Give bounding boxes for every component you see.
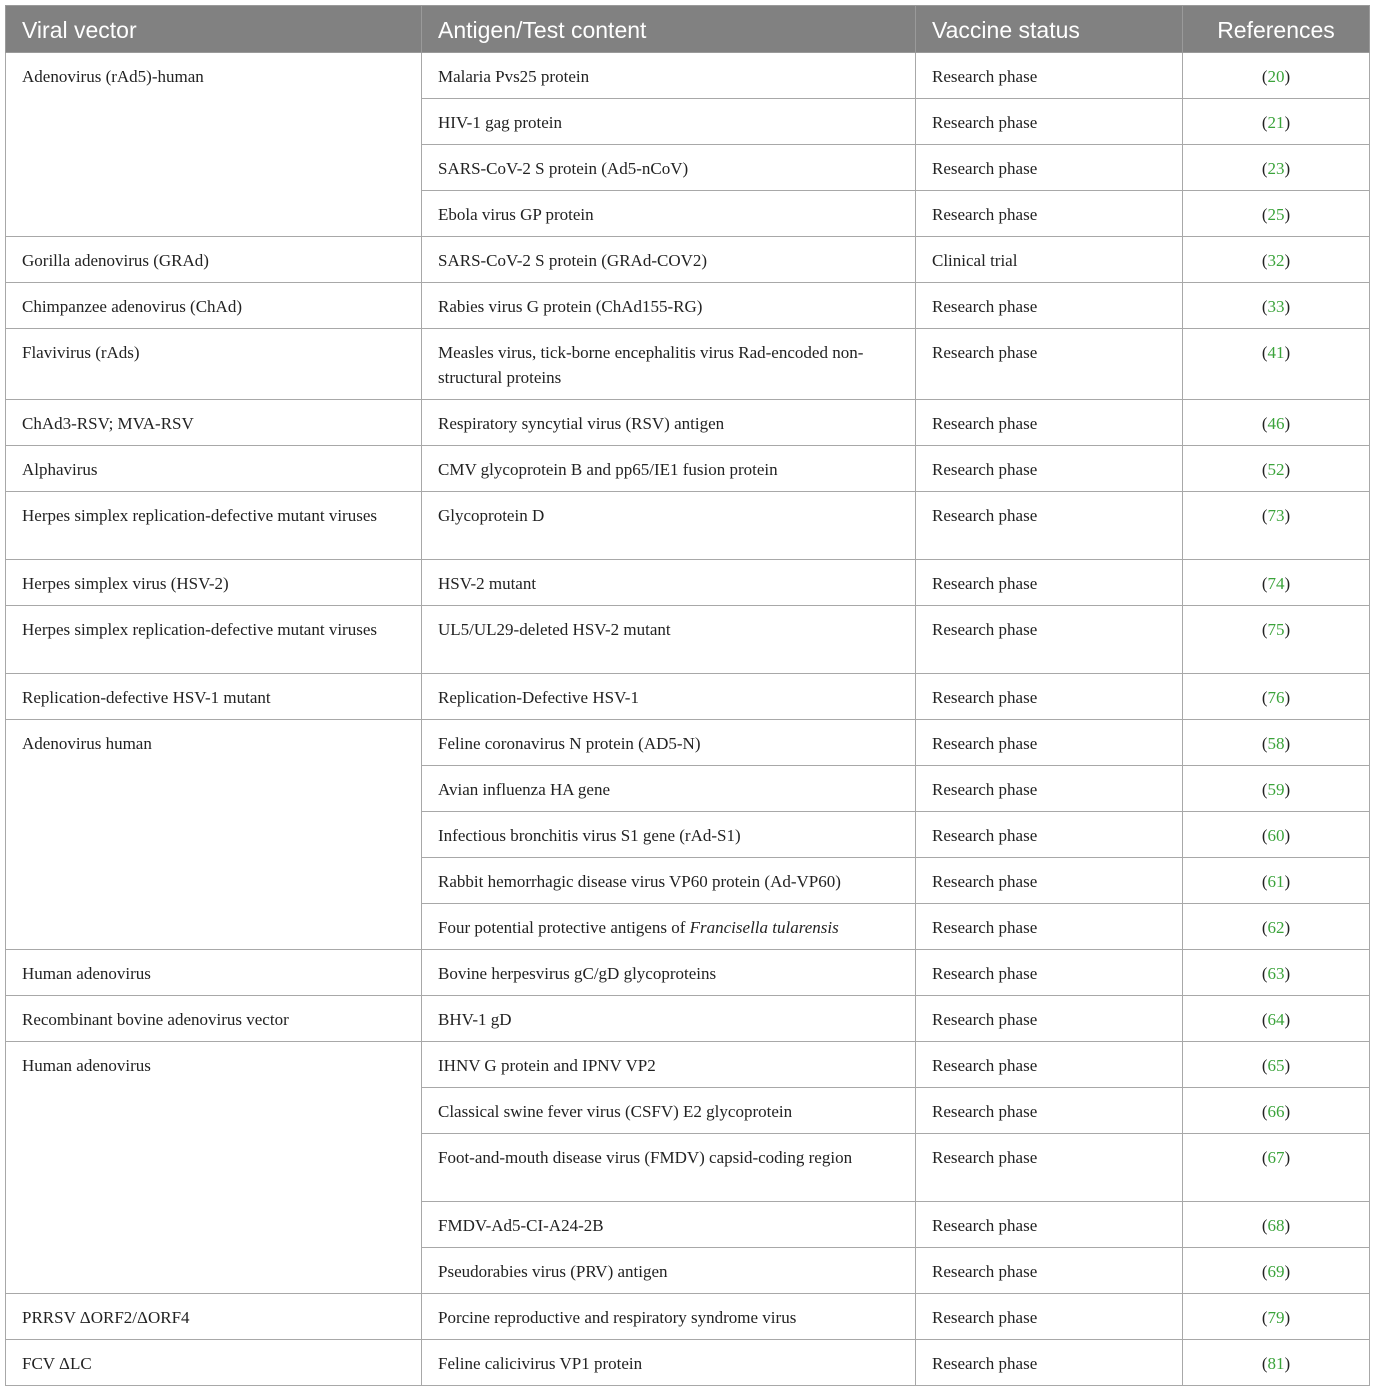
status-cell: Research phase — [916, 492, 1183, 560]
reference-link[interactable]: 21 — [1267, 113, 1285, 132]
table-row — [6, 237, 1370, 283]
status-cell: Clinical trial — [916, 237, 1183, 283]
reference-cell: (21) — [1183, 99, 1370, 145]
status-cell: Research phase — [916, 560, 1183, 606]
reference-cell: (20) — [1183, 53, 1370, 99]
vector-cell: Adenovirus (rAd5)-human — [6, 53, 422, 237]
reference-cell: (68) — [1183, 1202, 1370, 1248]
vector-cell: Herpes simplex virus (HSV-2) — [6, 560, 422, 606]
antigen-cell: IHNV G protein and IPNV VP2 — [422, 1042, 916, 1088]
reference-cell: (66) — [1183, 1088, 1370, 1134]
reference-link[interactable]: 63 — [1267, 964, 1285, 983]
antigen-cell: Ebola virus GP protein — [422, 191, 916, 237]
status-cell: Research phase — [916, 904, 1183, 950]
reference-link[interactable]: 68 — [1267, 1216, 1285, 1235]
vector-cell: FCV ΔLC — [6, 1340, 422, 1386]
status-cell: Research phase — [916, 329, 1183, 400]
reference-link[interactable]: 81 — [1267, 1354, 1285, 1373]
antigen-cell: Pseudorabies virus (PRV) antigen — [422, 1248, 916, 1294]
reference-link[interactable]: 69 — [1267, 1262, 1285, 1281]
reference-link[interactable]: 25 — [1267, 205, 1285, 224]
reference-link[interactable]: 79 — [1267, 1308, 1285, 1327]
antigen-cell: BHV-1 gD — [422, 996, 916, 1042]
antigen-cell: Rabbit hemorrhagic disease virus VP60 protein (Ad-VP60) — [422, 858, 916, 904]
table-row — [6, 53, 1370, 99]
vector-cell: Adenovirus human — [6, 720, 422, 950]
reference-link[interactable]: 73 — [1267, 506, 1285, 525]
header-row — [6, 6, 1370, 53]
table-row — [6, 492, 1370, 560]
viral-vector-table — [5, 5, 1370, 1386]
reference-link[interactable]: 64 — [1267, 1010, 1285, 1029]
reference-cell: (52) — [1183, 446, 1370, 492]
antigen-text: Four potential protective antigens of — [438, 918, 690, 937]
reference-link[interactable]: 59 — [1267, 780, 1285, 799]
reference-link[interactable]: 41 — [1267, 343, 1285, 362]
status-cell: Research phase — [916, 720, 1183, 766]
reference-cell: (58) — [1183, 720, 1370, 766]
reference-link[interactable]: 32 — [1267, 251, 1285, 270]
vector-cell: Chimpanzee adenovirus (ChAd) — [6, 283, 422, 329]
vector-cell: Herpes simplex replication-defective mutant viruses — [6, 606, 422, 674]
reference-link[interactable]: 46 — [1267, 414, 1285, 433]
vector-cell: Human adenovirus — [6, 950, 422, 996]
vector-cell: Alphavirus — [6, 446, 422, 492]
reference-link[interactable]: 67 — [1267, 1148, 1285, 1167]
antigen-cell: FMDV-Ad5-CI-A24-2B — [422, 1202, 916, 1248]
status-cell: Research phase — [916, 53, 1183, 99]
table-row — [6, 560, 1370, 606]
status-cell: Research phase — [916, 996, 1183, 1042]
antigen-cell: Glycoprotein D — [422, 492, 916, 560]
reference-cell: (61) — [1183, 858, 1370, 904]
table-row — [6, 400, 1370, 446]
status-cell: Research phase — [916, 1042, 1183, 1088]
reference-link[interactable]: 62 — [1267, 918, 1285, 937]
antigen-cell: Malaria Pvs25 protein — [422, 53, 916, 99]
reference-cell: (25) — [1183, 191, 1370, 237]
status-cell: Research phase — [916, 1202, 1183, 1248]
header-references: References — [1183, 6, 1370, 53]
antigen-cell: SARS-CoV-2 S protein (Ad5-nCoV) — [422, 145, 916, 191]
table-row — [6, 950, 1370, 996]
reference-link[interactable]: 61 — [1267, 872, 1285, 891]
reference-link[interactable]: 23 — [1267, 159, 1285, 178]
antigen-cell: HIV-1 gag protein — [422, 99, 916, 145]
status-cell: Research phase — [916, 606, 1183, 674]
reference-cell: (64) — [1183, 996, 1370, 1042]
antigen-cell: Rabies virus G protein (ChAd155-RG) — [422, 283, 916, 329]
table-row — [6, 283, 1370, 329]
antigen-cell: CMV glycoprotein B and pp65/IE1 fusion protein — [422, 446, 916, 492]
reference-cell: (74) — [1183, 560, 1370, 606]
status-cell: Research phase — [916, 950, 1183, 996]
reference-cell: (79) — [1183, 1294, 1370, 1340]
vector-cell: Flavivirus (rAds) — [6, 329, 422, 400]
vector-cell: Human adenovirus — [6, 1042, 422, 1294]
antigen-cell: Feline coronavirus N protein (AD5-N) — [422, 720, 916, 766]
antigen-cell: UL5/UL29-deleted HSV-2 mutant — [422, 606, 916, 674]
status-cell: Research phase — [916, 766, 1183, 812]
reference-cell: (69) — [1183, 1248, 1370, 1294]
antigen-cell: Classical swine fever virus (CSFV) E2 glycoprotein — [422, 1088, 916, 1134]
vector-cell: Herpes simplex replication-defective mutant viruses — [6, 492, 422, 560]
reference-cell: (32) — [1183, 237, 1370, 283]
antigen-cell: Infectious bronchitis virus S1 gene (rAd-S1) — [422, 812, 916, 858]
table-row — [6, 446, 1370, 492]
header-vaccine-status: Vaccine status — [916, 6, 1183, 53]
reference-cell: (62) — [1183, 904, 1370, 950]
antigen-cell: HSV-2 mutant — [422, 560, 916, 606]
reference-link[interactable]: 58 — [1267, 734, 1285, 753]
header-viral-vector: Viral vector — [6, 6, 422, 53]
reference-link[interactable]: 76 — [1267, 688, 1285, 707]
reference-link[interactable]: 66 — [1267, 1102, 1285, 1121]
status-cell: Research phase — [916, 191, 1183, 237]
status-cell: Research phase — [916, 1340, 1183, 1386]
table-row — [6, 329, 1370, 400]
reference-cell: (60) — [1183, 812, 1370, 858]
vector-cell: PRRSV ΔORF2/ΔORF4 — [6, 1294, 422, 1340]
reference-cell: (23) — [1183, 145, 1370, 191]
status-cell: Research phase — [916, 283, 1183, 329]
antigen-cell — [422, 904, 916, 950]
table-row — [6, 606, 1370, 674]
table-row — [6, 1294, 1370, 1340]
reference-cell: (76) — [1183, 674, 1370, 720]
antigen-cell: Bovine herpesvirus gC/gD glycoproteins — [422, 950, 916, 996]
status-cell: Research phase — [916, 1294, 1183, 1340]
reference-cell: (81) — [1183, 1340, 1370, 1386]
reference-cell: (41) — [1183, 329, 1370, 400]
reference-link[interactable]: 20 — [1267, 67, 1285, 86]
vector-cell: Gorilla adenovirus (GRAd) — [6, 237, 422, 283]
header-antigen: Antigen/Test content — [422, 6, 916, 53]
status-cell: Research phase — [916, 858, 1183, 904]
reference-link[interactable]: 65 — [1267, 1056, 1285, 1075]
antigen-cell: Measles virus, tick-borne encephalitis virus Rad-encoded non-structural proteins — [422, 329, 916, 400]
status-cell: Research phase — [916, 400, 1183, 446]
reference-cell: (59) — [1183, 766, 1370, 812]
antigen-cell: Porcine reproductive and respiratory syndrome virus — [422, 1294, 916, 1340]
reference-cell: (65) — [1183, 1042, 1370, 1088]
reference-cell: (67) — [1183, 1134, 1370, 1202]
status-cell: Research phase — [916, 1248, 1183, 1294]
status-cell: Research phase — [916, 1088, 1183, 1134]
species-name: Francisella tularensis — [689, 918, 839, 937]
reference-cell: (33) — [1183, 283, 1370, 329]
status-cell: Research phase — [916, 446, 1183, 492]
reference-link[interactable]: 75 — [1267, 620, 1285, 639]
antigen-cell: Respiratory syncytial virus (RSV) antigen — [422, 400, 916, 446]
table-row — [6, 1340, 1370, 1386]
reference-cell: (46) — [1183, 400, 1370, 446]
vector-cell: Recombinant bovine adenovirus vector — [6, 996, 422, 1042]
status-cell: Research phase — [916, 812, 1183, 858]
reference-cell: (73) — [1183, 492, 1370, 560]
table-row — [6, 674, 1370, 720]
antigen-cell: Foot-and-mouth disease virus (FMDV) capsid-coding region — [422, 1134, 916, 1202]
table-row — [6, 996, 1370, 1042]
status-cell: Research phase — [916, 99, 1183, 145]
antigen-cell: Avian influenza HA gene — [422, 766, 916, 812]
status-cell: Research phase — [916, 145, 1183, 191]
antigen-cell: Feline calicivirus VP1 protein — [422, 1340, 916, 1386]
reference-link[interactable]: 33 — [1267, 297, 1285, 316]
reference-link[interactable]: 52 — [1267, 460, 1285, 479]
vector-cell: Replication-defective HSV-1 mutant — [6, 674, 422, 720]
reference-link[interactable]: 74 — [1267, 574, 1285, 593]
reference-link[interactable]: 60 — [1267, 826, 1285, 845]
status-cell: Research phase — [916, 1134, 1183, 1202]
vector-cell: ChAd3-RSV; MVA-RSV — [6, 400, 422, 446]
reference-cell: (75) — [1183, 606, 1370, 674]
table-row — [6, 1042, 1370, 1088]
status-cell: Research phase — [916, 674, 1183, 720]
reference-cell: (63) — [1183, 950, 1370, 996]
antigen-cell: Replication-Defective HSV-1 — [422, 674, 916, 720]
antigen-cell: SARS-CoV-2 S protein (GRAd-COV2) — [422, 237, 916, 283]
table-row — [6, 720, 1370, 766]
